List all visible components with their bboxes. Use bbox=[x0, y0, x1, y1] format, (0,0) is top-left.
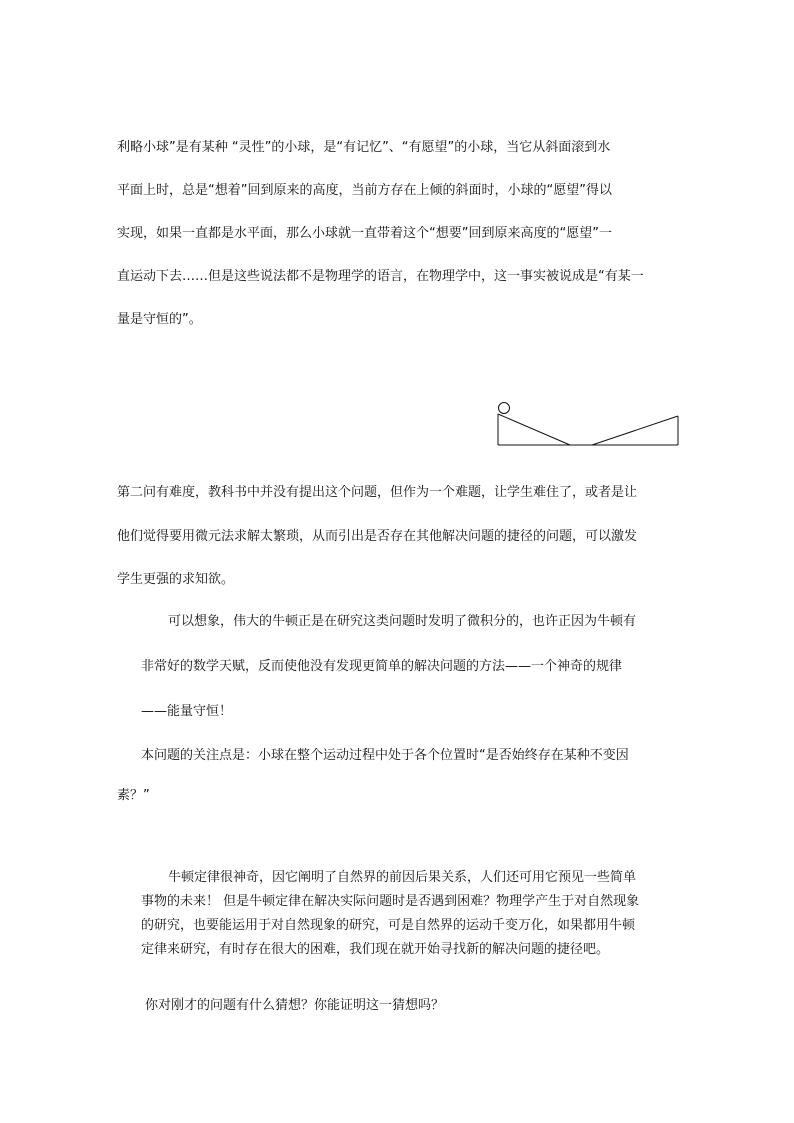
paragraph-2-line-1: 第二问有难度，教科书中并没有提出这个问题，但作为一个难题，让学生难住了，或者是让 bbox=[117, 485, 638, 500]
ball bbox=[499, 403, 510, 414]
paragraph-6: 你对刚才的问题有什么猜想？你能证明这一猜想吗？ bbox=[145, 998, 445, 1013]
paragraph-1-line-3: 实现，如果一直都是水平面，那么小球就一直带着这个“想要”回到原来高度的“愿望”一 bbox=[117, 226, 612, 241]
slope-a bbox=[498, 414, 570, 445]
paragraph-3-line-1: 可以想象，伟大的牛顿正是在研究这类问题时发明了微积分的，也许正因为牛顿有 bbox=[168, 614, 637, 629]
paragraph-1-line-1: 利略小球”是有某种 “灵性”的小球，是“有记忆”、“有愿望”的小球，当它从斜面滚到水 bbox=[117, 140, 611, 155]
paragraph-3-line-2: 非常好的数学天赋，反而使他没有发现更简单的解决问题的方法——一个神奇的规律 bbox=[141, 659, 623, 674]
paragraph-4-line-2: 素？” bbox=[117, 788, 150, 803]
paragraph-2-line-2: 他们觉得要用微元法求解太繁琐，从而引出是否存在其他解决问题的捷径的问题，可以激发 bbox=[117, 529, 638, 544]
incline-diagram bbox=[492, 400, 680, 448]
paragraph-5-line-1: 牛顿定律很神奇，因它阐明了自然界的前因后果关系，人们还可用它预见一些简单 bbox=[168, 870, 637, 885]
paragraph-1-line-2: 平面上时，总是“想着”回到原来的高度，当前方存在上倾的斜面时，小球的“愿望”得以 bbox=[117, 183, 612, 198]
paragraph-5-line-2: 事物的未来！ 但是牛顿定律在解决实际问题时是否遇到困难？物理学产生于对自然现象 bbox=[141, 894, 640, 909]
paragraph-4-line-1: 本问题的关注点是：小球在整个运动过程中处于各个位置时“是否始终存在某种不变因 bbox=[141, 748, 629, 763]
paragraph-3-line-3: ——能量守恒！ bbox=[141, 704, 233, 719]
paragraph-5-line-3: 的研究，也要能运用于对自然现象的研究，可是自然界的运动千变万化，如果都用牛顿 bbox=[141, 918, 636, 933]
paragraph-5-line-4: 定律来研究，有时存在很大的困难，我们现在就开始寻找新的解决问题的捷径吧。 bbox=[141, 942, 610, 957]
slope-b bbox=[592, 416, 678, 445]
paragraph-1-line-4: 直运动下去……但是这些说法都不是物理学的语言，在物理学中，这一事实被说成是“有某一 bbox=[117, 269, 644, 284]
paragraph-1-line-5: 量是守恒的”。 bbox=[117, 312, 202, 327]
paragraph-2-line-3: 学生更强的求知欲。 bbox=[117, 572, 235, 587]
